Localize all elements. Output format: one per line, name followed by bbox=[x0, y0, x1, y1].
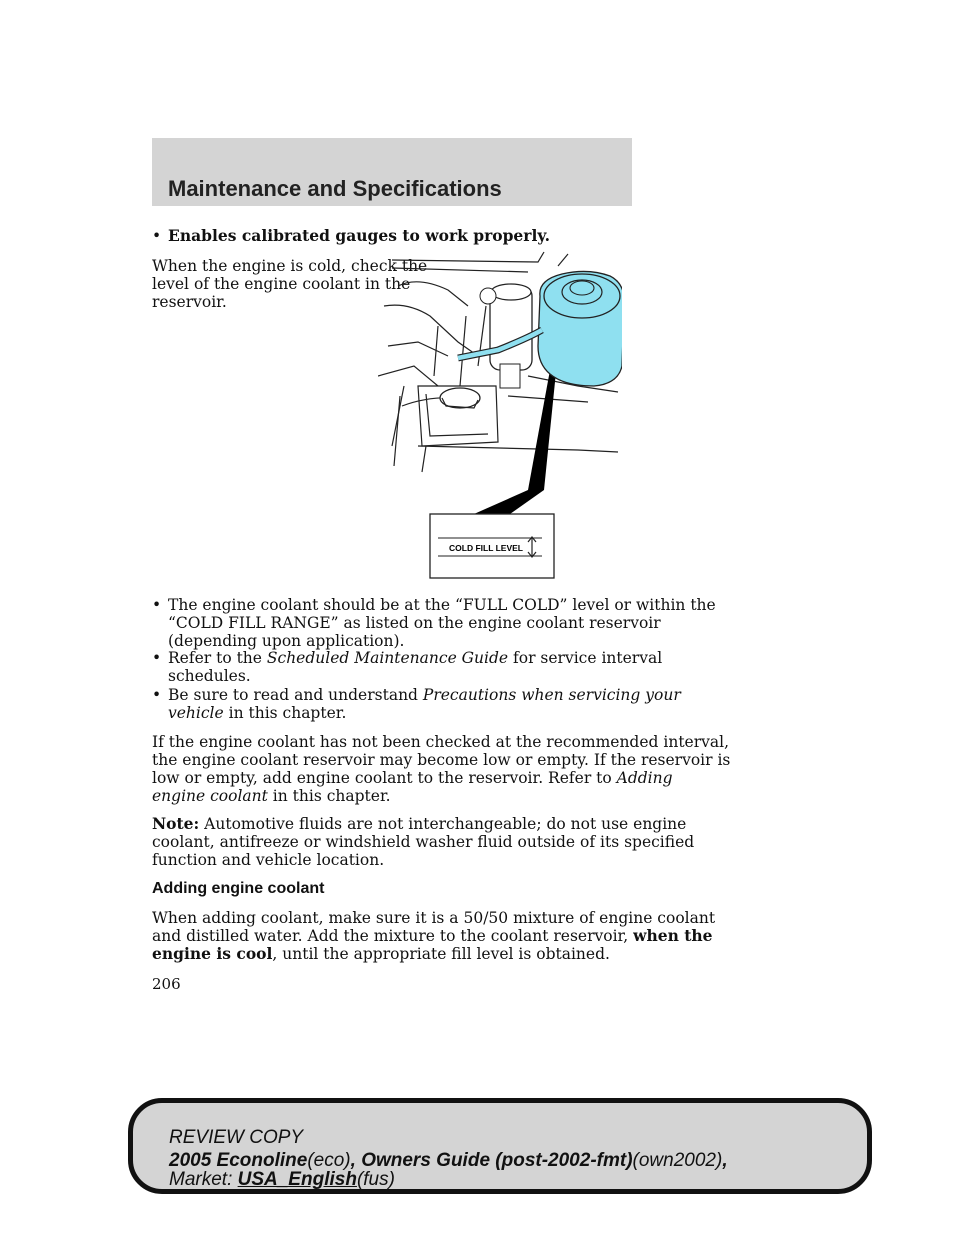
filler-cap-icon bbox=[440, 388, 480, 408]
page-number: 206 bbox=[152, 975, 181, 993]
bullet2-line-2: “COLD FILL RANGE” as listed on the engine coolant reservoir bbox=[168, 614, 661, 632]
para2-line-2: and distilled water. Add the mixture to the coolant reservoir, when the bbox=[152, 926, 713, 945]
page-title: Maintenance and Specifications bbox=[168, 176, 502, 201]
bullet4-line-2: vehicle in this chapter. bbox=[168, 704, 347, 722]
note-line-1: Note: Automotive fluids are not interchangeable; do not use engine bbox=[152, 814, 687, 833]
bullet3-line-1: Refer to the Scheduled Maintenance Guide for service interval bbox=[168, 649, 663, 667]
bullet-marker: • bbox=[152, 596, 162, 614]
footer-review-copy: REVIEW COPY bbox=[169, 1127, 304, 1148]
para1-line-1: If the engine coolant has not been checked at the recommended interval, bbox=[152, 733, 730, 751]
para1-line-4: engine coolant in this chapter. bbox=[152, 787, 391, 805]
note-label: Note: bbox=[152, 814, 200, 833]
para1-line-3: low or empty, add engine coolant to the reservoir. Refer to Adding bbox=[152, 769, 673, 787]
maintenance-guide-ref: Scheduled Maintenance Guide bbox=[266, 649, 509, 667]
para1-line-2: the engine coolant reservoir may become low or empty. If the reservoir is bbox=[152, 751, 731, 769]
note-line-2: coolant, antifreeze or windshield washer fluid outside of its specified bbox=[152, 833, 695, 851]
intro-line-1: When the engine is cold, check the bbox=[152, 257, 428, 275]
pointer-beam bbox=[528, 370, 556, 490]
footer-market-line: Market: USA_English(fus) bbox=[169, 1169, 395, 1190]
bullet-calibrated-gauges: Enables calibrated gauges to work properly. bbox=[168, 226, 550, 245]
bullet-marker: • bbox=[152, 227, 162, 245]
footer-model-line: 2005 Econoline(eco), Owners Guide (post-2002-fmt)(own2002), bbox=[169, 1150, 728, 1171]
note-line-3: function and vehicle location. bbox=[152, 851, 385, 869]
review-footer bbox=[128, 1098, 872, 1194]
bullet4-line-1: Be sure to read and understand Precautions when servicing your bbox=[168, 686, 681, 704]
precautions-ref: Precautions when servicing your bbox=[422, 686, 681, 704]
intro-line-2: level of the engine coolant in the bbox=[152, 275, 411, 293]
bullet-marker: • bbox=[152, 686, 162, 704]
para2-line-3: engine is cool, until the appropriate fill level is obtained. bbox=[152, 944, 610, 963]
coolant-reservoir-illustration bbox=[378, 246, 622, 584]
intro-line-3: reservoir. bbox=[152, 293, 227, 311]
bullet2-line-3: (depending upon application). bbox=[168, 632, 405, 650]
cold-fill-level-label: COLD FILL LEVEL bbox=[449, 543, 523, 553]
bullet3-line-2: schedules. bbox=[168, 667, 251, 685]
section-header bbox=[152, 138, 632, 206]
bullet-marker: • bbox=[152, 649, 162, 667]
para2-line-1: When adding coolant, make sure it is a 50/50 mixture of engine coolant bbox=[152, 909, 716, 927]
section-heading: Adding engine coolant bbox=[152, 880, 325, 897]
bullet2-line-1: The engine coolant should be at the “FULL COLD” level or within the bbox=[168, 596, 716, 614]
